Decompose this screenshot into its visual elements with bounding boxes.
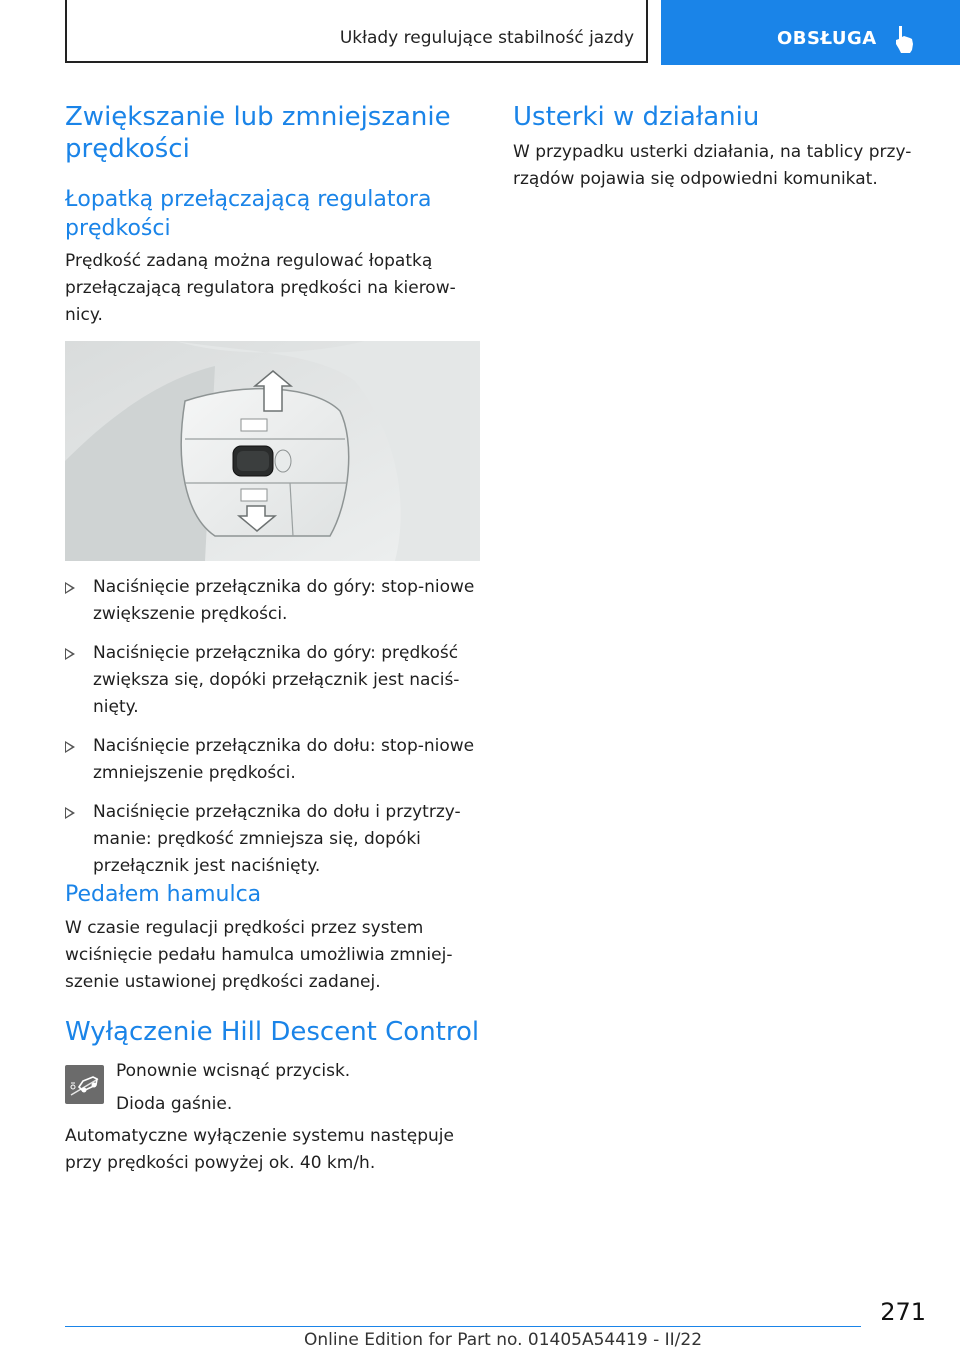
heading-hdc-off: Wyłączenie Hill Descent Control (65, 1017, 480, 1047)
list-item: Naciśnięcie przełącznika do góry: stop-niowe zwiększenie prędkości. (65, 574, 480, 628)
list-item: Naciśnięcie przełącznika do dołu: stop-niowe zmniejszenie prędkości. (65, 733, 480, 787)
lever-actions-list (65, 574, 480, 892)
section-title: Układy regulujące stabilność jazdy (339, 28, 634, 48)
bullet-triangle-icon (65, 807, 75, 819)
bullet-triangle-icon (65, 648, 75, 660)
header-section-box (65, 0, 648, 63)
brake-pedal-text: W czasie regulacji prędkości przez system wciśnięcie pedału hamulca umożliwia zmniej-szenie ustawionej prędkości zadanej. (65, 918, 453, 992)
heading-brake-pedal: Pedałem hamulca (65, 882, 262, 907)
bullet-triangle-icon (65, 741, 75, 753)
pointing-hand-icon (895, 24, 915, 54)
edition-note: Online Edition for Part no. 01405A54419 - II/22 (304, 1330, 703, 1350)
heading-malfunction: Usterki w działaniu (513, 102, 760, 132)
list-item: Naciśnięcie przełącznika do dołu i przytrzy-manie: prędkość zmniejsza się, dopóki przełącznik jest naciśnięty. (65, 799, 480, 880)
steering-wheel-switch-photo (65, 341, 480, 561)
heading-speed-adjust: Zwiększanie lub zmniejszanie prędkości (65, 102, 451, 164)
chapter-tab-label: OBSŁUGA (777, 28, 877, 49)
malfunction-text: W przypadku usterki działania, na tablicy przy-rządów pojawia się odpowiedni komunikat. (513, 142, 912, 189)
bullet-triangle-icon (65, 582, 75, 594)
hill-descent-icon (65, 1065, 104, 1104)
footer-divider (65, 1326, 861, 1327)
chapter-tab (661, 0, 960, 65)
auto-off-text: Automatyczne wyłączenie systemu następuje przy prędkości powyżej ok. 40 km/h. (65, 1126, 454, 1173)
hdc-step-led: Dioda gaśnie. (116, 1094, 233, 1114)
heading-lever: Łopatką przełączającą regulatora prędkości (65, 187, 432, 241)
list-item: Naciśnięcie przełącznika do góry: prędkość zwiększa się, dopóki przełącznik jest naciś-nięty. (65, 640, 480, 721)
steering-wheel-illustration (65, 341, 480, 561)
hdc-step-press: Ponownie wcisnąć przycisk. (116, 1061, 351, 1081)
page-number: 271 (880, 1298, 926, 1326)
lever-intro-text: Prędkość zadaną można regulować łopatką przełączającą regulatora prędkości na kierow-nicy. (65, 251, 456, 325)
